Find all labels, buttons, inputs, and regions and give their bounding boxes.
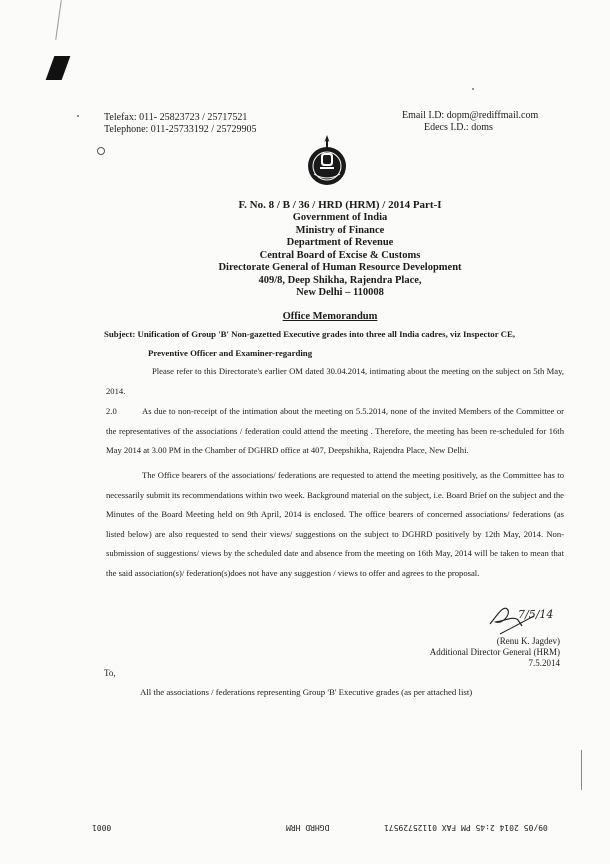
header-line: Department of Revenue (286, 237, 394, 248)
paragraph-1 (106, 362, 564, 401)
email-id: Email I.D: dopm@rediffmail.com (402, 110, 539, 121)
contact-right (402, 110, 538, 134)
header-line: Ministry of Finance (295, 224, 385, 236)
header-line: Central Board of Excise & Customs (259, 249, 421, 261)
signature-date: 7/5/14 (518, 608, 554, 621)
scan-speck (472, 88, 474, 90)
cbec-emblem-icon (306, 130, 348, 192)
telephone: Telephone: 011-25733192 / 25729905 (104, 124, 257, 135)
signature-date-text: 7.5.2014 (528, 658, 560, 668)
memo-title: Office Memorandum (282, 311, 378, 322)
paragraph-2-number: 2.0 (106, 406, 117, 416)
paragraph-2 (106, 402, 564, 461)
signatory-name: (Renu K. Jagdev) (496, 636, 560, 646)
scan-mark (581, 750, 582, 790)
header-line: Government of India (292, 212, 388, 223)
recipients-text: All the associations / federations representing Group 'B' Executive grades (as per attached list) (140, 687, 473, 697)
subject-line-1: Subject: Unification of Group 'B' Non-gazetted Executive grades into three all India cadres, viz Inspector CE, (104, 329, 516, 339)
signature-block (360, 636, 560, 669)
scan-speck (77, 115, 79, 117)
paragraph-2-body: As due to non-receipt of the intimation about the meeting on 5.5.2014, none of the invited Members of the Committee or the representatives of the associations / federation could attend the meeting . Therefore, the meeting has been re-scheduled for 16th May 2014 at 3.00 PM in the Chamber of DGHRD office at 407, Deepshikha, Rajendra Place, New Delhi. (106, 406, 564, 455)
fax-footer-left: 09/05 2014 2:45 PM FAX 01125729571 (384, 823, 548, 832)
fax-footer-center: DGHRD HRM (286, 823, 330, 832)
signatory-designation: Additional Director General (HRM) (429, 647, 560, 657)
file-number: F. No. 8 / B / 36 / HRD (HRM) / 2014 Part-I (238, 199, 442, 211)
telefax: Telefax: 011- 25823723 / 25717521 (104, 112, 248, 123)
scan-mark (55, 0, 62, 40)
scan-mark (46, 56, 71, 80)
paragraph-1-text: Please refer to this Directorate's earlier OM dated 30.04.2014, intimating about the meeting on the subject on 5th May, 2014. (106, 366, 564, 396)
paragraph-3 (106, 466, 564, 583)
header-line: 409/8, Deep Shikha, Rajendra Place, (258, 274, 422, 286)
ministry-block (150, 212, 530, 300)
signature-mark (478, 594, 564, 638)
fax-footer-right: 0001 (92, 823, 112, 832)
paragraph-3-text: The Office bearers of the associations/ federations are requested to attend the meeting positively, as the Committee has to necessarily submit its recommendations within two week. Background material on the subject, i.e. Board Brief on the subject and the Minutes of the Board Meeting held on 9th April, 2014 is enclosed. The office bearers of concerned associations/ federations (as listed below) are also requested to send their views/ suggestions on the subject to DGHRD positively by 12th May, 2014. Non-submission of suggestions/ views by the scheduled date and absence from the meeting on 16th May, 2014 will be taken to mean that the said association(s)/ federation(s)does not have any suggestion / views to offer and agrees to the proposal. (106, 470, 564, 578)
to-label: To, (104, 668, 116, 678)
scan-speck (97, 147, 105, 155)
header-line: New Delhi – 110008 (296, 287, 384, 298)
subject-line-2: Preventive Officer and Examiner-regarding (148, 348, 313, 358)
paragraph-2-text (106, 402, 564, 461)
header-line: Directorate General of Human Resource Development (218, 262, 462, 273)
edecs-id: Edecs I.D.: doms (424, 122, 493, 133)
contact-left (104, 112, 257, 136)
